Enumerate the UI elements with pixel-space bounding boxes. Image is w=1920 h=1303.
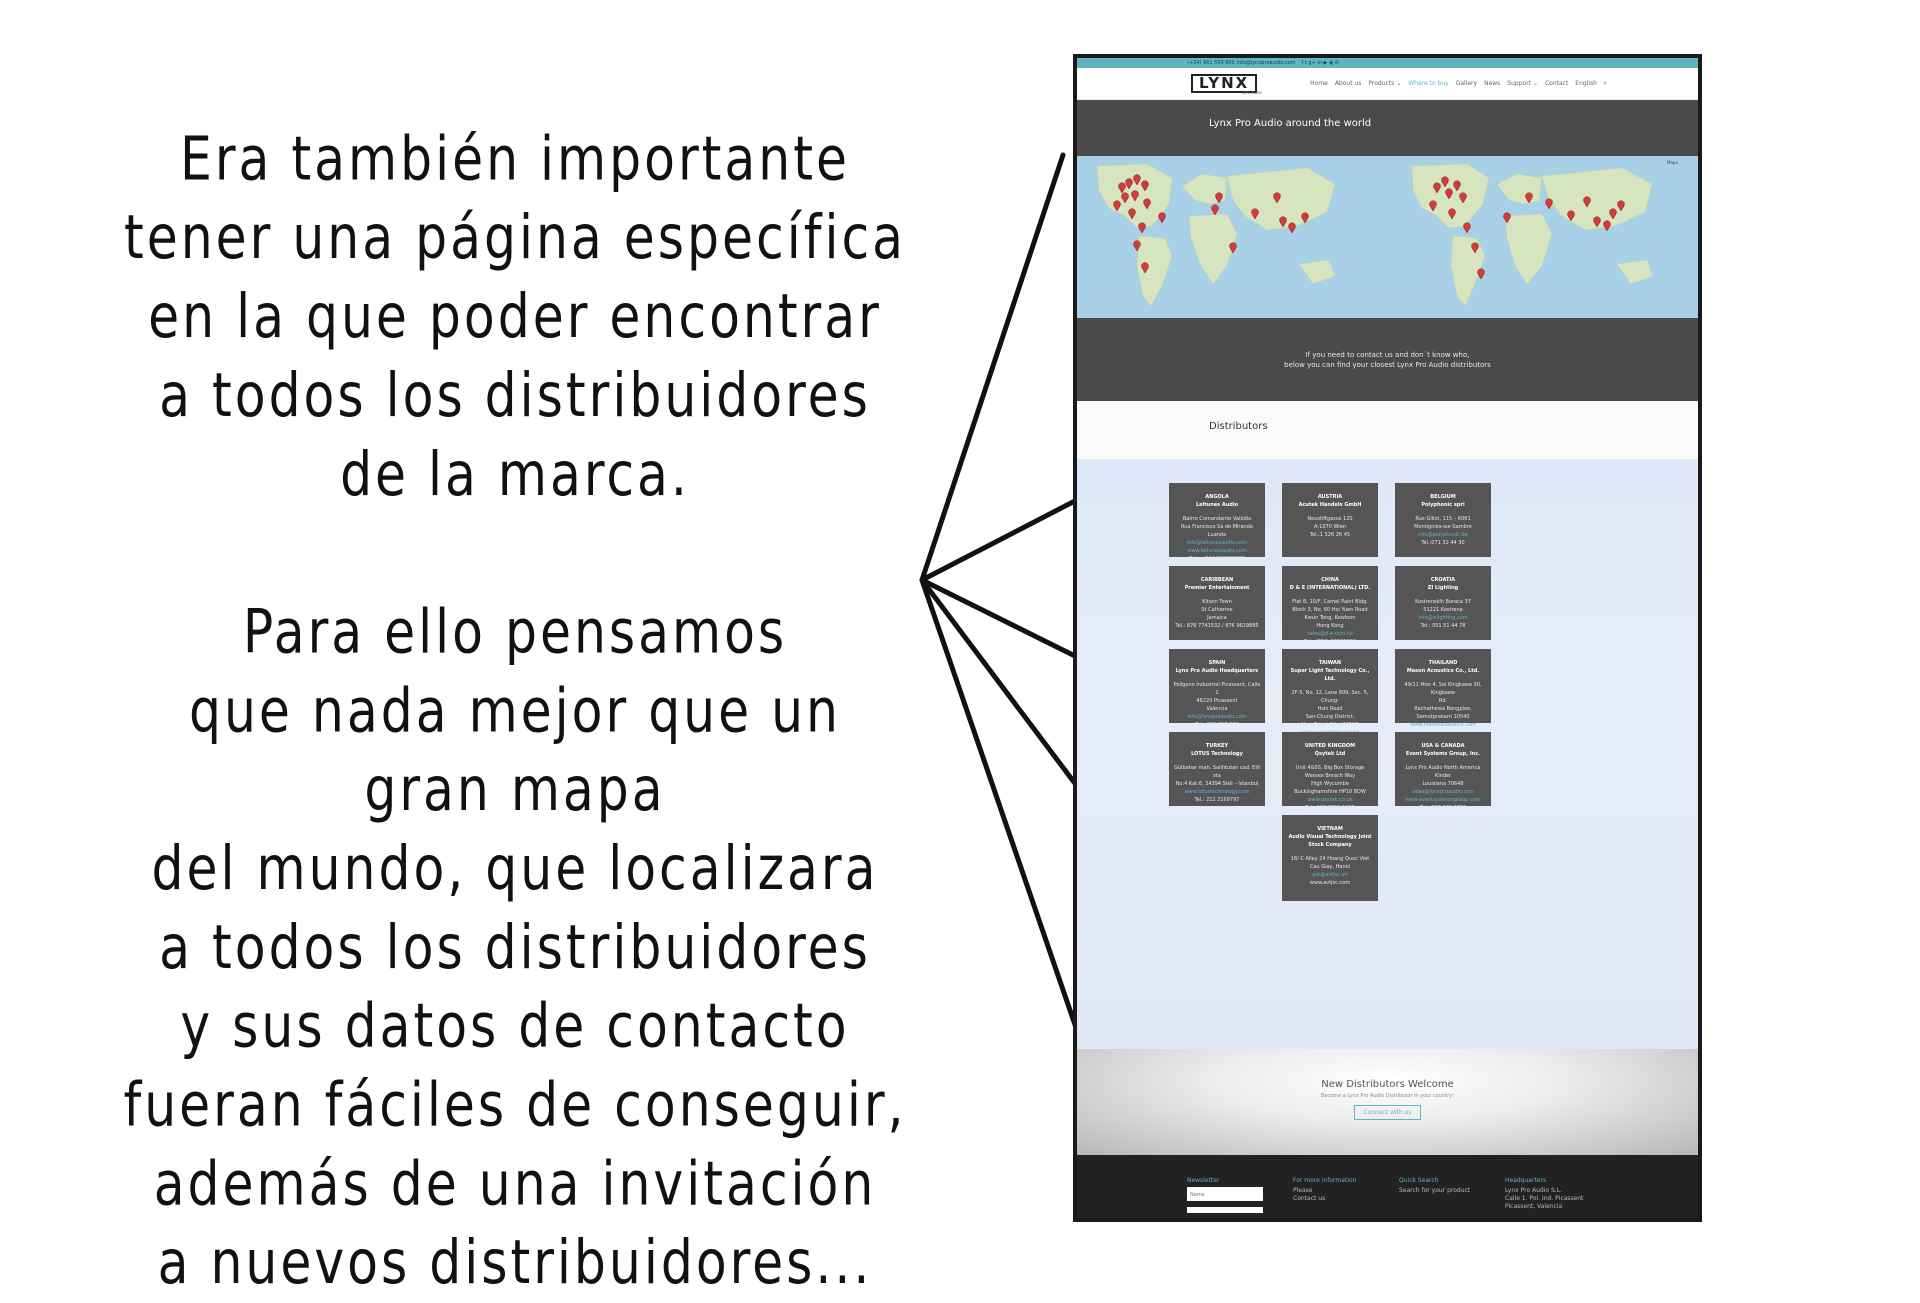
- footer-search: [1399, 1177, 1470, 1195]
- distributor-country: THAILAND: [1428, 660, 1458, 666]
- distributor-phone: Tel.: 876 7741532 / 876 9619885: [1175, 623, 1259, 629]
- distributor-address-line: San-Chung District,: [1305, 714, 1355, 720]
- connector-line: [922, 580, 1083, 1048]
- distributor-address-line: A-1070 Wien: [1314, 524, 1346, 530]
- distributor-phone: Tel.: 020 7091 1225: [1305, 805, 1355, 811]
- distributor-link[interactable]: info@polyphonic.be: [1418, 532, 1468, 538]
- distributor-address-line: Kinder: [1434, 773, 1452, 779]
- menu-item[interactable]: English: [1575, 80, 1597, 87]
- distributor-address-line: St Catherine: [1201, 607, 1233, 613]
- distributor-country: VIETNAM: [1317, 826, 1343, 832]
- distributor-link[interactable]: info@leitunesaudio.com: [1186, 540, 1248, 546]
- distributor-company: Acutek Handels GmbH: [1298, 502, 1362, 508]
- distributor-card: [1282, 649, 1378, 728]
- site-footer: [1077, 1155, 1698, 1222]
- connector-line: [922, 580, 1083, 660]
- distributor-address-line: Rachathewa Bangplee,: [1414, 706, 1472, 712]
- world-map[interactable]: [1077, 156, 1698, 318]
- distributor-company: Audio Visual Technology Joint Stock Company: [1288, 834, 1372, 848]
- distributor-company: ZI Lighting: [1427, 585, 1459, 591]
- distributor-address-line: Neustiftgasse 120: [1307, 516, 1353, 522]
- distributor-phone: Tel.: +244 923308003: [1189, 556, 1245, 562]
- distributor-address-line: Polígono Industrial Picassent, Calle 1: [1173, 682, 1261, 696]
- distributor-phone: Tel.: 212 2169797: [1194, 797, 1240, 803]
- distributor-country: CHINA: [1321, 577, 1339, 583]
- map-marker[interactable]: [1478, 269, 1485, 279]
- map-marker[interactable]: [1159, 213, 1166, 223]
- distributor-address-line: Hsin Road: [1317, 706, 1343, 712]
- hero-title: Lynx Pro Audio around the world: [1209, 118, 1372, 129]
- distributor-card: [1169, 566, 1265, 640]
- map-marker[interactable]: [1464, 223, 1471, 233]
- distributor-address-line: New Taipei City, 24159: [1301, 722, 1359, 728]
- distributor-company: Premier Entertainment: [1184, 585, 1250, 591]
- distributor-card: [1395, 649, 1491, 728]
- svg-text:Mapa: Mapa: [1667, 160, 1678, 165]
- distributor-card: [1282, 815, 1378, 901]
- distributor-address-line: Valencia: [1206, 706, 1228, 712]
- world-map-canvas: [1077, 156, 1698, 318]
- distributor-phone: Tel.: (852) 28988668: [1303, 639, 1357, 645]
- distributor-address-line: Rd.: [1438, 698, 1448, 704]
- caption-paragraph-1: Era también importante tener una página específica en la que poder encontrar a todos los distribuidores de la marca.: [123, 124, 907, 510]
- distributor-address-line: Hong Kong: [1316, 623, 1344, 629]
- site-logo[interactable]: LYNX: [1191, 74, 1257, 93]
- distributor-company: Super Light Technology Co., Ltd.: [1290, 668, 1370, 682]
- site-logo-sub: pro audio: [1243, 90, 1263, 95]
- footer-headquarters: [1505, 1177, 1583, 1211]
- distributor-country: AUSTRIA: [1317, 494, 1343, 500]
- distributor-link[interactable]: avt@avtjsc.vn: [1312, 872, 1348, 878]
- site-topbar: [1077, 58, 1698, 68]
- distributor-link[interactable]: www.lotustechnology.com: [1184, 789, 1250, 795]
- distributor-address-line: Block 3, No. 60 Hoi Yuen Road: [1292, 607, 1368, 613]
- distributor-company: Leitunes Audio: [1195, 502, 1239, 508]
- distributor-card: [1169, 732, 1265, 806]
- menu-item[interactable]: Support ⌄: [1507, 80, 1538, 87]
- more-info-heading: For more information: [1293, 1177, 1357, 1184]
- distributor-card: [1395, 732, 1491, 811]
- menu-item[interactable]: Home: [1310, 80, 1328, 87]
- quick-search-heading: Quick Search: [1399, 1177, 1439, 1184]
- distributor-link[interactable]: sales@lynxproaudio.com: [1411, 789, 1475, 795]
- search-icon[interactable]: ⌕: [1602, 79, 1607, 87]
- distributors-header: [1077, 401, 1698, 459]
- distributor-address-line: Lynx Pro Audio North America: [1405, 765, 1481, 771]
- distributor-address-line: Kwun Tong, Kowloon: [1304, 615, 1356, 621]
- distributor-phone: www.avtjsc.com: [1309, 880, 1351, 886]
- newsletter-name-input[interactable]: Name: [1187, 1187, 1263, 1201]
- distributor-company: Polyphonic sprl: [1421, 502, 1465, 508]
- distributor-link[interactable]: sales@d-e.com.hk: [1307, 631, 1353, 637]
- distributor-company: Qsytek Ltd: [1314, 751, 1346, 757]
- distributor-address-line: No:4 Kat:6, 34394 Sisli – Istanbul: [1175, 781, 1259, 787]
- distributor-company: Event Systems Group, Inc.: [1405, 751, 1481, 757]
- distributor-link[interactable]: www.masonacoustics.com: [1410, 722, 1476, 728]
- distributor-phone: Tel.: 051 51 44 78: [1420, 623, 1466, 629]
- distributors-grid: [1077, 459, 1698, 1049]
- map-marker[interactable]: [1604, 221, 1611, 231]
- distributor-link[interactable]: www.leitunesaudio.com: [1187, 548, 1247, 554]
- distributor-country: ANGOLA: [1205, 494, 1229, 500]
- menu-item[interactable]: Products ⌄: [1368, 80, 1402, 87]
- distributor-address-line: Buckinghamshire HP10 8DW: [1294, 789, 1366, 795]
- distributor-company: Mason Acoustics Co., Ltd.: [1406, 668, 1480, 674]
- new-distributors-section: [1077, 1049, 1698, 1155]
- distributor-card: [1395, 566, 1491, 640]
- topbar-contact: (+34) 961 559 800 info@lynxproaudio.com: [1187, 60, 1296, 66]
- distributor-phone: Tel.:071 32 44 30: [1421, 540, 1465, 546]
- welcome-title: New Distributors Welcome: [1321, 1079, 1454, 1090]
- distributor-country: UNITED KINGDOM: [1304, 743, 1356, 749]
- distributor-phone: Tel.: 961 559 800: [1195, 722, 1239, 728]
- newsletter-email-input[interactable]: [1187, 1207, 1263, 1213]
- distributor-country: SPAIN: [1208, 660, 1226, 666]
- distributor-address-line: Jamaica: [1207, 615, 1227, 621]
- distributor-address-line: Louisiana 70648: [1422, 781, 1464, 787]
- menu-item[interactable]: Contact: [1544, 80, 1569, 87]
- distributor-company: LOTUS Technology: [1191, 751, 1243, 757]
- map-marker[interactable]: [1139, 223, 1146, 233]
- contact-line-1: If you need to contact us and don´t know who,: [1305, 351, 1470, 359]
- distributor-address-line: Kitson Town: [1202, 599, 1232, 605]
- newsletter-heading: Newsletter: [1187, 1177, 1220, 1184]
- distributor-address-line: Kostrenskih Boraca 37: [1415, 599, 1471, 605]
- distributor-card: [1395, 483, 1491, 557]
- distributor-country: TURKEY: [1205, 743, 1229, 749]
- distributor-address-line: Rua Francisco Sá de Miranda: [1181, 524, 1253, 530]
- distributor-address-line: Cau Giay, Hanoi: [1309, 864, 1351, 870]
- distributor-address-line: Samutprakarn 10540: [1416, 714, 1470, 720]
- welcome-subtitle: Become a Lynx Pro Audio Distributor in your country!: [1320, 1093, 1455, 1099]
- distributor-company: D & E (INTERNATIONAL) LTD.: [1289, 585, 1371, 591]
- distributor-link[interactable]: info@zilighting.com: [1418, 615, 1468, 621]
- distributor-country: CROATIA: [1430, 577, 1456, 583]
- distributor-address-line: 18/ C Alley 24 Hoang Quoc Viet: [1290, 856, 1370, 862]
- distributor-link[interactable]: info@lynxproaudio.com: [1187, 714, 1247, 720]
- contact-intro: [1077, 318, 1698, 401]
- distributor-card: [1282, 566, 1378, 645]
- distributor-address-line: Montignies-sur-Sambre: [1414, 524, 1472, 530]
- website-screenshot: [1073, 54, 1702, 1222]
- distributor-country: USA & CANADA: [1421, 743, 1465, 749]
- caption-text: [120, 120, 910, 1303]
- distributor-address-line: 2F-5, No. 12, Lane 609, Sec. 5, Chung-: [1291, 690, 1369, 704]
- quick-search-text[interactable]: Search for your product: [1399, 1187, 1471, 1194]
- distributor-country: BELGIUM: [1430, 494, 1456, 500]
- distributor-address-line: Bairro Comandante Valódia: [1182, 516, 1252, 522]
- menu-item[interactable]: Gallery: [1455, 80, 1478, 87]
- distributor-address-line: 49/11 Moo 4, Soi Kingkaew 30, Kingkaew: [1404, 682, 1482, 696]
- distributor-link[interactable]: www.qsytek.co.uk: [1307, 797, 1353, 803]
- distributor-card: [1169, 649, 1265, 728]
- site-nav: [1077, 68, 1698, 100]
- distributor-card: [1282, 483, 1378, 557]
- hero-section: [1077, 100, 1698, 156]
- distributor-card: [1169, 483, 1265, 562]
- headquarters-text: Lynx Pro Audio S.L. Calle 1. Pol. Ind. Picassent Picassent, Valencia: [1505, 1187, 1584, 1210]
- distributor-country: CARIBBEAN: [1200, 577, 1234, 583]
- distributor-address-line: Flat B, 10/F, Camel Paint Bldg.: [1292, 599, 1368, 605]
- distributor-address-line: Gülbahar mah. Salihtutan cad. Elif sta: [1174, 765, 1260, 779]
- more-info-text[interactable]: Please Contact us: [1293, 1187, 1326, 1202]
- map-marker[interactable]: [1546, 199, 1553, 209]
- map-marker[interactable]: [1212, 205, 1219, 215]
- distributor-link[interactable]: www.eventsystemsgroup.com: [1405, 797, 1481, 803]
- distributor-card: [1282, 732, 1378, 811]
- menu-item[interactable]: Where to buy: [1408, 80, 1449, 87]
- menu-item[interactable]: News: [1484, 80, 1501, 87]
- distributor-phone: Tel.: 337 368 8701: [1419, 805, 1467, 811]
- distributor-address-line: Luanda: [1207, 532, 1227, 538]
- social-icons[interactable]: f t g+ in ▶ ◉ ✉: [1301, 60, 1340, 66]
- distributor-address-line: 46220 Picassent: [1196, 698, 1238, 704]
- distributor-address-line: Wessex Breach Way: [1304, 773, 1356, 779]
- distributor-address-line: Unit 4&5S, Big Box Storage: [1295, 765, 1365, 771]
- caption-paragraph-2: Para ello pensamos que nada mejor que un gran mapa del mundo, que localizara a todos los distribuidores y sus datos de contacto fueran fáciles de conseguir, además de una invitación a nuevos distribuidores...: [123, 597, 907, 1299]
- distributor-address-line: 51221 Kostrena: [1423, 607, 1463, 613]
- distributor-address-line: High Wycombe: [1311, 781, 1349, 787]
- headquarters-heading: Headquarters: [1505, 1177, 1547, 1184]
- main-menu: [1310, 80, 1597, 87]
- distributor-phone: Tel.:1 526 26 45: [1309, 532, 1351, 538]
- distributors-title: Distributors: [1209, 421, 1268, 432]
- connector-line: [922, 155, 1063, 580]
- footer-info: [1293, 1177, 1356, 1203]
- distributor-country: TAIWAN: [1318, 660, 1342, 666]
- map-marker[interactable]: [1289, 223, 1296, 233]
- distributor-address-line: Rue Gillot, 115 – 6061: [1415, 516, 1471, 522]
- contact-line-2: below you can find your closest Lynx Pro Audio distributors: [1284, 361, 1491, 369]
- menu-item[interactable]: About us: [1334, 80, 1362, 87]
- distributor-company: Lynx Pro Audio Headquarters: [1175, 668, 1259, 674]
- connect-button[interactable]: Connect with us: [1354, 1105, 1420, 1120]
- footer-newsletter: [1187, 1177, 1263, 1213]
